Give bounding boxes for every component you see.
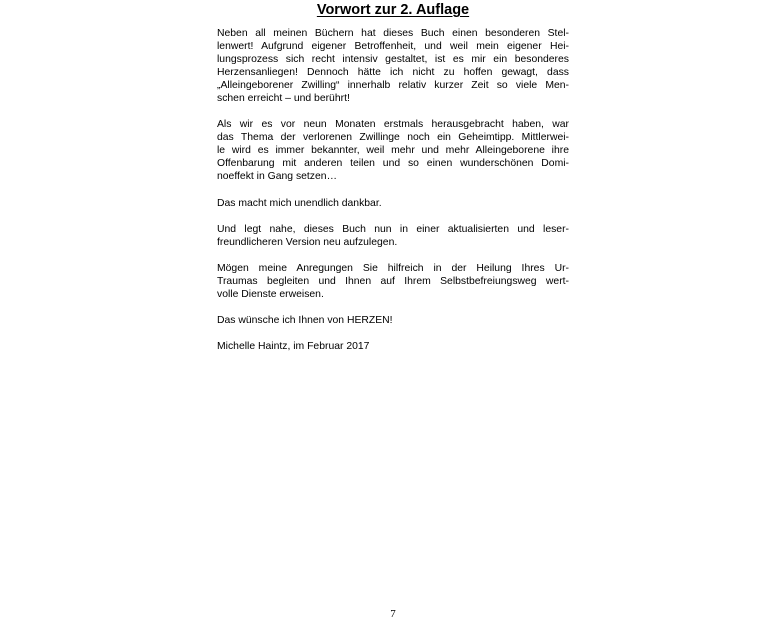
text-line: Das macht mich unendlich dankbar. bbox=[217, 197, 382, 209]
text-line: Das wünsche ich Ihnen von HERZEN! bbox=[217, 314, 393, 326]
text-line: Herzensanliegen! Dennoch hätte ich nicht zu hoffen gewagt, dass bbox=[217, 67, 569, 79]
paragraph-1 bbox=[217, 27, 569, 105]
text-line: lungsprozess sich recht intensiv gestaltet, ist es mir ein besonderes bbox=[217, 54, 569, 66]
text-line: lenwert! Aufgrund eigener Betroffenheit, und weil mein eigener Hei- bbox=[217, 41, 569, 53]
text-line: „Alleingeborener Zwilling“ innerhalb relativ kurzer Zeit so viele Men- bbox=[217, 80, 569, 92]
paragraph-2 bbox=[217, 118, 569, 183]
text-line: Als wir es vor neun Monaten erstmals herausgebracht haben, war bbox=[217, 119, 569, 131]
page-title: Vorwort zur 2. Auflage bbox=[316, 2, 470, 18]
text-line: Offenbarung mit anderen teilen und so einen wunderschönen Domi- bbox=[217, 158, 569, 170]
text-line: Neben all meinen Büchern hat dieses Buch einen besonderen Stel- bbox=[217, 28, 569, 39]
text-line: Traumas begleiten und Ihnen auf Ihrem Selbstbefreiungsweg wert- bbox=[217, 275, 569, 287]
text-line: le wird es immer bekannter, weil mehr und mehr Alleingeborene ihre bbox=[217, 145, 569, 157]
text-line: Und legt nahe, dieses Buch nun in einer aktualisierten und leser- bbox=[217, 223, 569, 235]
text-line: das Thema der verlorenen Zwillinge noch ein Geheimtipp. Mittlerwei- bbox=[217, 132, 569, 144]
text-line: noeffekt in Gang setzen… bbox=[217, 171, 337, 183]
paragraph-5 bbox=[217, 262, 569, 301]
paragraph-4 bbox=[217, 223, 569, 249]
signature-line bbox=[217, 340, 569, 353]
page-number: 7 bbox=[390, 608, 396, 620]
text-line: Mögen meine Anregungen Sie hilfreich in der Heilung Ihres Ur- bbox=[217, 262, 569, 274]
text-line: Michelle Haintz, im Februar 2017 bbox=[217, 340, 370, 352]
body-text bbox=[217, 27, 569, 366]
paragraph-6 bbox=[217, 314, 569, 327]
text-line: schen erreicht – und berührt! bbox=[217, 93, 350, 105]
text-line: volle Dienste erweisen. bbox=[217, 288, 324, 300]
paragraph-3 bbox=[217, 197, 569, 210]
text-line: freundlicheren Version neu aufzulegen. bbox=[217, 236, 398, 248]
